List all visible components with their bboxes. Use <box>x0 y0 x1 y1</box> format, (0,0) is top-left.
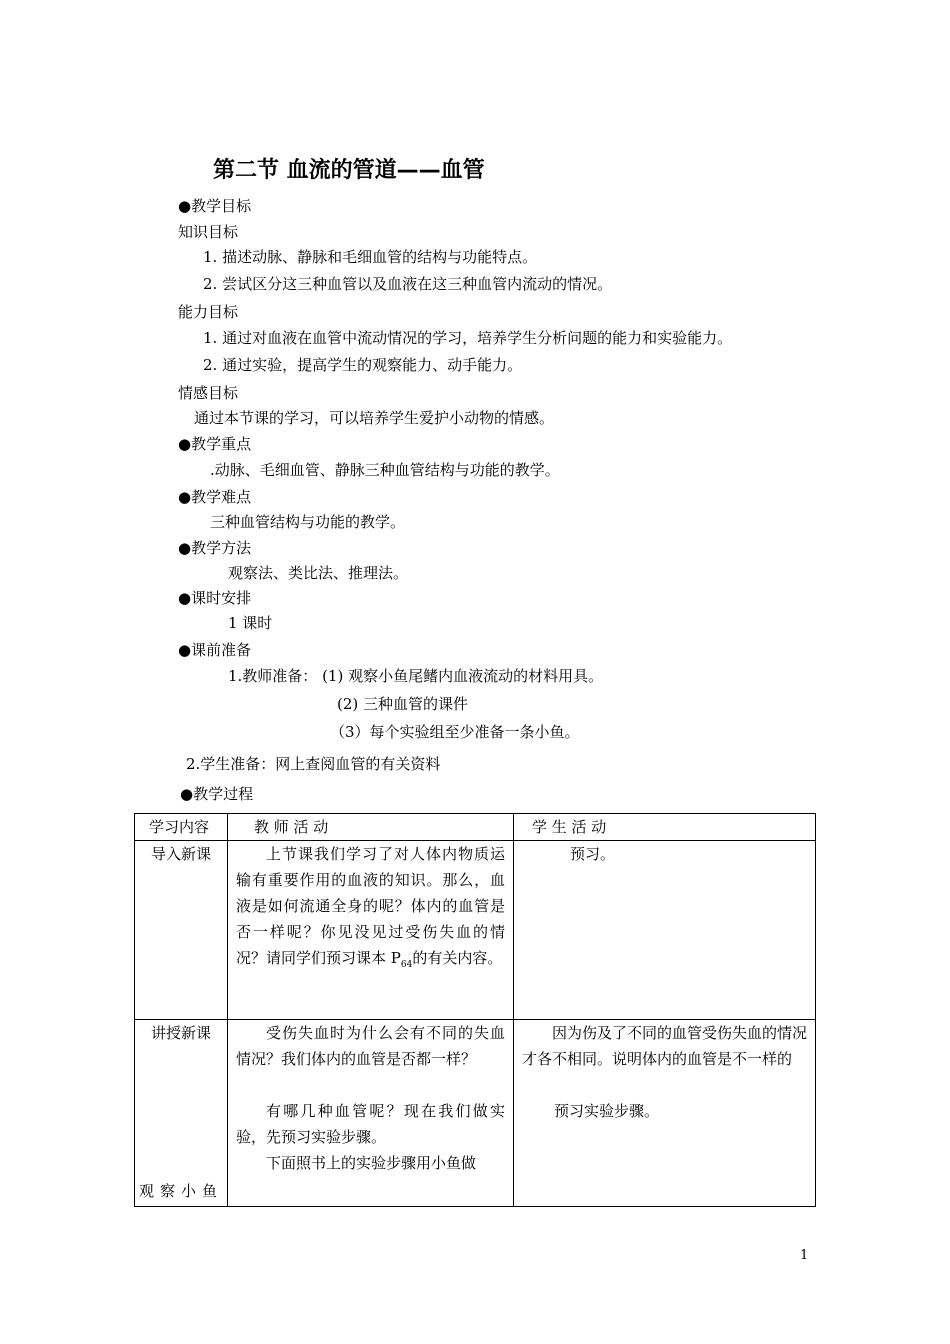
difficulty-item-1: 三种血管结构与功能的教学。 <box>210 513 406 531</box>
row2-student <box>514 1020 816 1207</box>
prep-student: 2.学生准备：网上查阅血管的有关资料 <box>186 755 441 773</box>
header-student: 学 生 活 动 <box>514 814 816 841</box>
prep-teacher-2: (2) 三种血管的课件 <box>337 695 469 713</box>
prep-teacher-3: （3）每个实验组至少准备一条小鱼。 <box>330 723 580 741</box>
row2-teacher-p1: 受伤失血时为什么会有不同的失血情况？我们体内的血管是否都一样？ <box>236 1024 505 1068</box>
ability-item-1: 1. 通过对血液在血管中流动情况的学习，培养学生分析问题的能力和实验能力。 <box>203 329 733 347</box>
knowledge-item-1: 1. 描述动脉、静脉和毛细血管的结构与功能特点。 <box>203 248 538 266</box>
row1-teacher <box>228 841 514 1020</box>
process-heading: ●教学过程 <box>180 785 254 803</box>
emotion-heading: 情感目标 <box>178 384 239 402</box>
key-item-1: .动脉、毛细血管、静脉三种血管结构与功能的教学。 <box>210 461 560 479</box>
row2-teacher-p2: 有哪几种血管呢？现在我们做实验，先预习实验步骤。 <box>236 1102 505 1146</box>
method-heading: ●教学方法 <box>178 539 252 557</box>
ability-heading: 能力目标 <box>178 303 239 321</box>
time-heading: ●课时安排 <box>178 589 252 607</box>
table-row <box>135 1020 816 1207</box>
header-content: 学习内容 <box>135 814 228 841</box>
row1-teacher-text: 上节课我们学习了对人体内物质运输有重要作用的血液的知识。那么，血液是如何流通全身的呢？体内的血管是否一样呢？你见没见过受伤失血的情况？请同学们预习课本 $P_{64}$的有关内容。 <box>236 845 505 970</box>
method-item-1: 观察法、类比法、推理法。 <box>228 564 409 582</box>
page-title: 第二节 血流的管道——血管 <box>213 158 485 183</box>
row2-student-p2: 预习实验步骤。 <box>554 1102 660 1120</box>
knowledge-heading: 知识目标 <box>178 223 239 241</box>
key-heading: ●教学重点 <box>178 435 252 453</box>
process-table <box>134 813 816 1207</box>
row2-content-bottom: 观察小鱼 <box>138 1182 223 1200</box>
page-number: 1 <box>800 1248 809 1263</box>
row2-teacher <box>228 1020 514 1207</box>
time-item-1: 1 课时 <box>228 614 273 632</box>
difficulty-heading: ●教学难点 <box>178 488 252 506</box>
objectives-heading: ●教学目标 <box>178 197 252 215</box>
prep-teacher-1: 1.教师准备： (1) 观察小鱼尾鳍内血液流动的材料用具。 <box>228 667 604 685</box>
prep-heading: ●课前准备 <box>178 641 252 659</box>
knowledge-item-2: 2. 尝试区分这三种血管以及血液在这三种血管内流动的情况。 <box>203 275 613 293</box>
row1-content: 导入新课 <box>135 841 228 1020</box>
header-teacher: 教 师 活 动 <box>228 814 514 841</box>
row2-student-p1: 因为伤及了不同的血管受伤失血的情况才各不相同。说明体内的血管是不一样的 <box>522 1024 808 1068</box>
row1-student: 预习。 <box>514 841 816 1020</box>
row2-content: 讲授新课 观察小鱼 <box>135 1020 228 1207</box>
emotion-item-1: 通过本节课的学习，可以培养学生爱护小动物的情感。 <box>194 409 555 427</box>
row2-teacher-p3: 下面照书上的实验步骤用小鱼做 <box>266 1154 477 1172</box>
ability-item-2: 2. 通过实验，提高学生的观察能力、动手能力。 <box>203 356 523 374</box>
table-header-row <box>135 814 816 841</box>
table-row <box>135 841 816 1020</box>
